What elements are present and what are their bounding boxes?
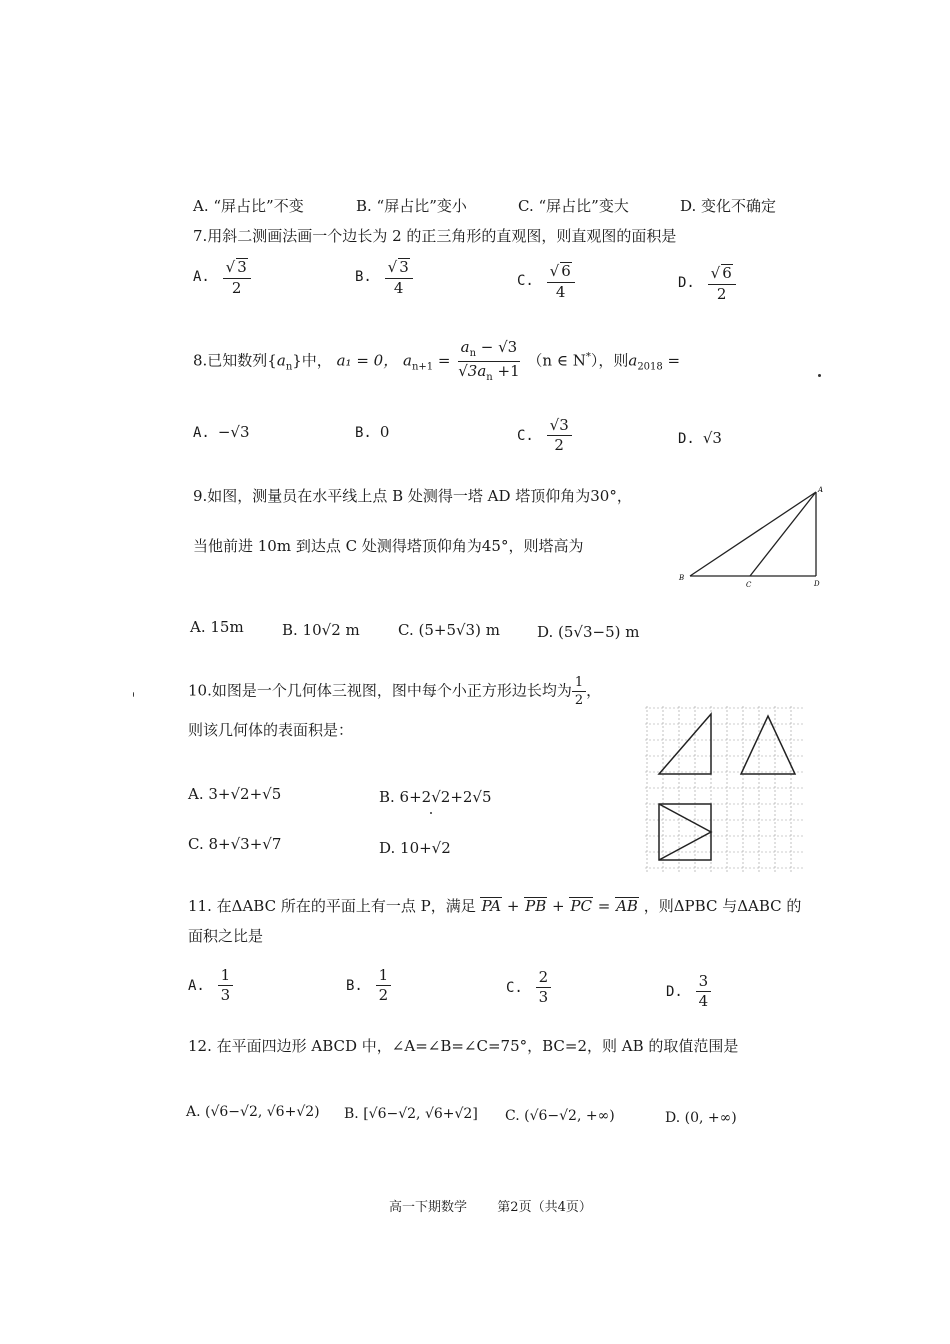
fraction: $\frac{√ 3}{4}$ — [385, 258, 413, 296]
q10-three-view-figure — [645, 706, 805, 872]
half-fraction: $\frac{1}{2}$ — [572, 676, 586, 707]
q6-option-a: A. “屏占比”不变 — [193, 197, 304, 215]
q8-option-a: A. −√3 — [193, 423, 250, 441]
q7-option-d — [678, 264, 736, 302]
point-c-label: C — [746, 581, 752, 588]
q10-option-c: C. 8+√3+√7 — [188, 835, 282, 853]
q11-option-b: B. $\frac{1}{2}$ — [346, 968, 391, 1003]
q9-option-d: D. (5√3−5) m — [537, 623, 640, 641]
q11-stem-line2: 面积之比是 — [188, 927, 264, 945]
q9-option-b: B. 10√2 m — [282, 621, 360, 639]
q7-option-b — [355, 258, 413, 296]
option-label: D. — [678, 274, 695, 291]
vector-ab: AB — [616, 897, 638, 915]
q7-option-c — [517, 262, 575, 300]
q7-stem: 7.用斜二测画法画一个边长为 2 的正三角形的直观图，则直观图的面积是 — [193, 227, 677, 245]
q9-option-a: A. 15m — [190, 618, 244, 636]
option-label: B. — [355, 268, 372, 285]
point-d-label: D — [814, 580, 820, 588]
option-label: C. — [517, 272, 534, 289]
q8-stem: 8.已知数列$\{a_n\}$中， a₁ = 0， $a_{n+1}$ = $\frac{a_n - √3}{√3a_n +1}$ （n ∈ N*），则$a_{2018}$ = — [193, 338, 681, 383]
scan-speck — [818, 374, 821, 377]
q9-stem-line1: 9.如图，测量员在水平线上点 B 处测得一塔 AD 塔顶仰角为30°， — [193, 487, 632, 505]
fraction: $\frac{√ 6}{2}$ — [708, 264, 736, 302]
scan-speck — [430, 812, 432, 814]
fraction: $\frac{√3}{2}$ — [547, 418, 572, 453]
q8-option-b: B. 0 — [355, 423, 390, 441]
fraction: $\frac{3}{4}$ — [696, 974, 712, 1009]
q11-stem-line1: 11. 在ΔABC 所在的平面上有一点 P，满足 PA + PB + PC = AB ，则ΔPBC 与ΔABC 的 — [188, 897, 802, 915]
q12-option-c: C. (√6−√2, +∞) — [505, 1108, 615, 1124]
vector-pa: PA — [481, 897, 502, 915]
fraction: $\frac{1}{2}$ — [376, 968, 392, 1003]
q6-option-c: C. “屏占比”变大 — [518, 197, 629, 215]
q8-option-d: D. √3 — [678, 429, 722, 447]
q9-tower-figure — [676, 484, 826, 588]
q11-option-a: A. $\frac{1}{3}$ — [188, 968, 233, 1003]
fraction: $\frac{√ 6}{4}$ — [547, 262, 575, 300]
point-a-label: A — [818, 486, 824, 494]
q12-stem: 12. 在平面四边形 ABCD 中，∠A=∠B=∠C=75°，BC=2，则 AB 的取值范围是 — [188, 1037, 739, 1055]
point-b-label: B — [679, 574, 685, 582]
q10-option-b: B. 6+2√2+2√5 — [379, 788, 492, 806]
q9-option-c: C. (5+5√3) m — [398, 621, 500, 639]
q9-stem-line2: 当他前进 10m 到达点 C 处测得塔顶仰角为45°，则塔高为 — [193, 537, 584, 555]
q6-option-b: B. “屏占比”变小 — [356, 197, 467, 215]
footer — [389, 1196, 592, 1215]
scan-speck — [133, 692, 134, 697]
q10-stem-line2: 则该几何体的表面积是： — [188, 721, 354, 739]
q11-option-d: D. $\frac{3}{4}$ — [666, 974, 711, 1009]
vector-pb: PB — [525, 897, 547, 915]
q10-option-d: D. 10+√2 — [379, 839, 451, 857]
vector-pc: PC — [570, 897, 592, 915]
q10-option-a: A. 3+√2+√5 — [188, 785, 282, 803]
q10-stem-line1: 10.如图是一个几何体三视图，图中每个小正方形边长均为 $\frac{1}{2}$ ， — [188, 675, 602, 708]
q12-option-d: D. (0, +∞) — [665, 1110, 737, 1126]
recurrence-fraction: $\frac{a_n - √3}{√3a_n +1}$ — [458, 338, 520, 383]
q7-option-a — [193, 258, 251, 296]
fraction: $\frac{1}{3}$ — [218, 968, 234, 1003]
q12-option-b: B. [√6−√2, √6+√2] — [344, 1106, 478, 1122]
fraction: $\frac{2}{3}$ — [536, 970, 552, 1005]
q6-option-d: D. 变化不确定 — [680, 197, 777, 215]
footer-course: 高一下期数学 — [389, 1200, 468, 1215]
q12-option-a: A. (√6−√2, √6+√2) — [186, 1104, 320, 1120]
fraction: $\frac{√ 3}{2}$ — [223, 258, 251, 296]
option-label: A. — [193, 268, 210, 285]
footer-page: 第2页（共4页） — [497, 1200, 592, 1215]
q11-option-c: C. $\frac{2}{3}$ — [506, 970, 551, 1005]
q8-option-c: C. $\frac{√3}{2}$ — [517, 418, 572, 453]
